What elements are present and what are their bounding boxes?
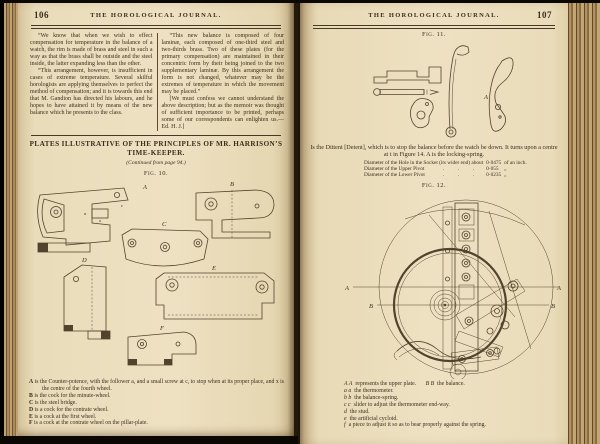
caption-line: F is a cock at the contrate wheel on the pillar-plate. [29, 420, 148, 427]
right-page-number: 107 [537, 10, 552, 20]
dimension-row: Diameter of the Hole in the Socket (its wider end) about 0·0475 of an inch. [364, 160, 527, 166]
bottom-page-shadow [0, 436, 298, 444]
fig12-caption-label: Fig. 12. [421, 182, 447, 189]
fig10-label-a: A [143, 184, 147, 191]
right-header-rule [313, 25, 555, 29]
caption-line: E is a cock at the first wheel. [29, 413, 97, 420]
top-page-shadow [0, 0, 600, 3]
caption-line: e the artificial cycloid. [344, 415, 398, 422]
fig11-long-rod [446, 46, 469, 137]
fig10-label-c: C [162, 221, 167, 228]
figure-11-drawing [334, 39, 534, 141]
caption-line: b b the balance-spring. [344, 394, 399, 401]
fig11-detent-spring [483, 58, 513, 131]
caption-line: A is the Counter-potence, with the follower a, and a small screw at c, to stop when at its proper place, and x is the centre of the fourth wheel. [29, 379, 285, 392]
fig12-label-b-right: B [551, 303, 555, 310]
column-divider [157, 33, 158, 131]
caption-line: C is the steel bridge. [29, 399, 77, 406]
fig10-part-d [64, 257, 110, 339]
intro-column-2 [162, 33, 285, 131]
left-page [18, 3, 294, 437]
fig10-small-label-c: c [121, 203, 124, 208]
caption-line: B is the cock for the minute-wheel. [29, 392, 111, 399]
fig11-caption-label: Fig. 11. [421, 31, 447, 38]
fig10-part-f [128, 325, 196, 365]
dimension-row: Diameter of the Upper Pivot . . . 0·055 „ [364, 166, 507, 172]
section-heading [24, 140, 288, 158]
paragraph: “This arrangement, however, is insufficient in cases of extreme temperature. Several skilful horologists are applying themselves to perfect the method of compensation; and it is towards this end that M. Gandion has directed his labours, and he hopes to have attained it by means of the new balance which he presents to the class. [30, 68, 153, 116]
fig10-caption-list [29, 379, 286, 427]
fig11-stepped-rod [374, 67, 441, 83]
fig11-stud-plate [410, 99, 433, 128]
fig10-label-e: E [212, 265, 216, 272]
fig10-small-label-a: a [84, 211, 87, 216]
section-heading-line2: TIME-KEEPER. [127, 149, 185, 157]
right-page [300, 3, 568, 444]
fig12-upper-plate-circle [344, 200, 561, 374]
section-heading-line1: PLATES ILLUSTRATIVE OF THE PRINCIPLES OF MR. HARRISON’S [29, 140, 283, 148]
paragraph: “This new balance is composed of four laminæ, each composed of one-third steel and two-thirds brass. Two of these plates (for the primary compensation) are maintained in their concentric form by their being joined to the two supplementary laminæ. By this arrangement the form is not changed, whatever may be the extremes of temperature in which the movement may be placed.” [161, 33, 284, 95]
fig12-label-a-right: A [557, 285, 561, 292]
left-header-rule [31, 25, 281, 29]
fig10-part-e [156, 265, 274, 319]
fig12-label-a-left: A [345, 285, 349, 292]
book-gutter [288, 0, 304, 444]
dimension-row: Diameter of the Lower Pivot . . . 0·0235 „ [364, 172, 507, 178]
pivot-dimensions-table [364, 160, 530, 178]
fig10-label-f: F [160, 325, 164, 332]
left-page-number: 106 [34, 10, 49, 20]
right-journal-title: THE HOROLOGICAL JOURNAL. [368, 12, 500, 19]
fig10-label-d: D [82, 257, 87, 264]
paragraph: “We know that when we wish to effect compensation for temperature in the balance of a watch, the rim is made of brass and steel in such a way as that the brass shall be outside and the steel inside, the latter expanding less than the other. [30, 33, 153, 67]
fig12-caption-list [344, 381, 558, 429]
caption-line: c c slider to adjust the thermometer end-way. [344, 401, 450, 408]
detent-paragraph: Is the Dittent [Detent], which is to stop the balance before the watch be down. It turns upon a centre at t in Figure 14. A is the locking-spring. [310, 144, 558, 159]
caption-line: d the stud. [344, 408, 370, 415]
fig11-pin [374, 89, 438, 96]
caption-line: D is a cock for the contrate wheel. [29, 406, 109, 413]
intro-columns [30, 33, 284, 131]
section-divider-rule [31, 135, 281, 136]
caption-line: f a piece to adjust it so as to bear properly against the spring. [344, 422, 486, 429]
fig10-small-label-x: x [99, 218, 102, 223]
fig10-part-b [196, 181, 274, 238]
left-page-stack-edge [0, 0, 18, 444]
intro-column-1 [30, 33, 153, 131]
caption-line: A A represents the upper plate. B B the balance. [344, 381, 465, 387]
left-journal-title: THE HOROLOGICAL JOURNAL. [90, 12, 222, 19]
right-fore-edge [568, 0, 600, 444]
figure-10-drawing [26, 179, 286, 375]
fig10-part-c [122, 221, 208, 266]
fig12-label-b-left: B [369, 303, 373, 310]
fig12-balance-rim [369, 249, 555, 361]
caption-line: a a the thermometer. [344, 387, 394, 394]
paragraph: [We must confess we cannot understand the above description; but as the memoir was thought of sufficient importance to be printed, perhaps some of our correspondents can enlighten us.—Ed. H. J.] [161, 96, 284, 130]
continued-note: (Continued from page 94.) [126, 160, 186, 166]
fig11-label-a: A [484, 94, 488, 101]
fig10-label-b: B [230, 181, 234, 188]
figure-12-drawing [301, 189, 565, 379]
fig10-caption-label: Fig. 10. [143, 170, 169, 177]
